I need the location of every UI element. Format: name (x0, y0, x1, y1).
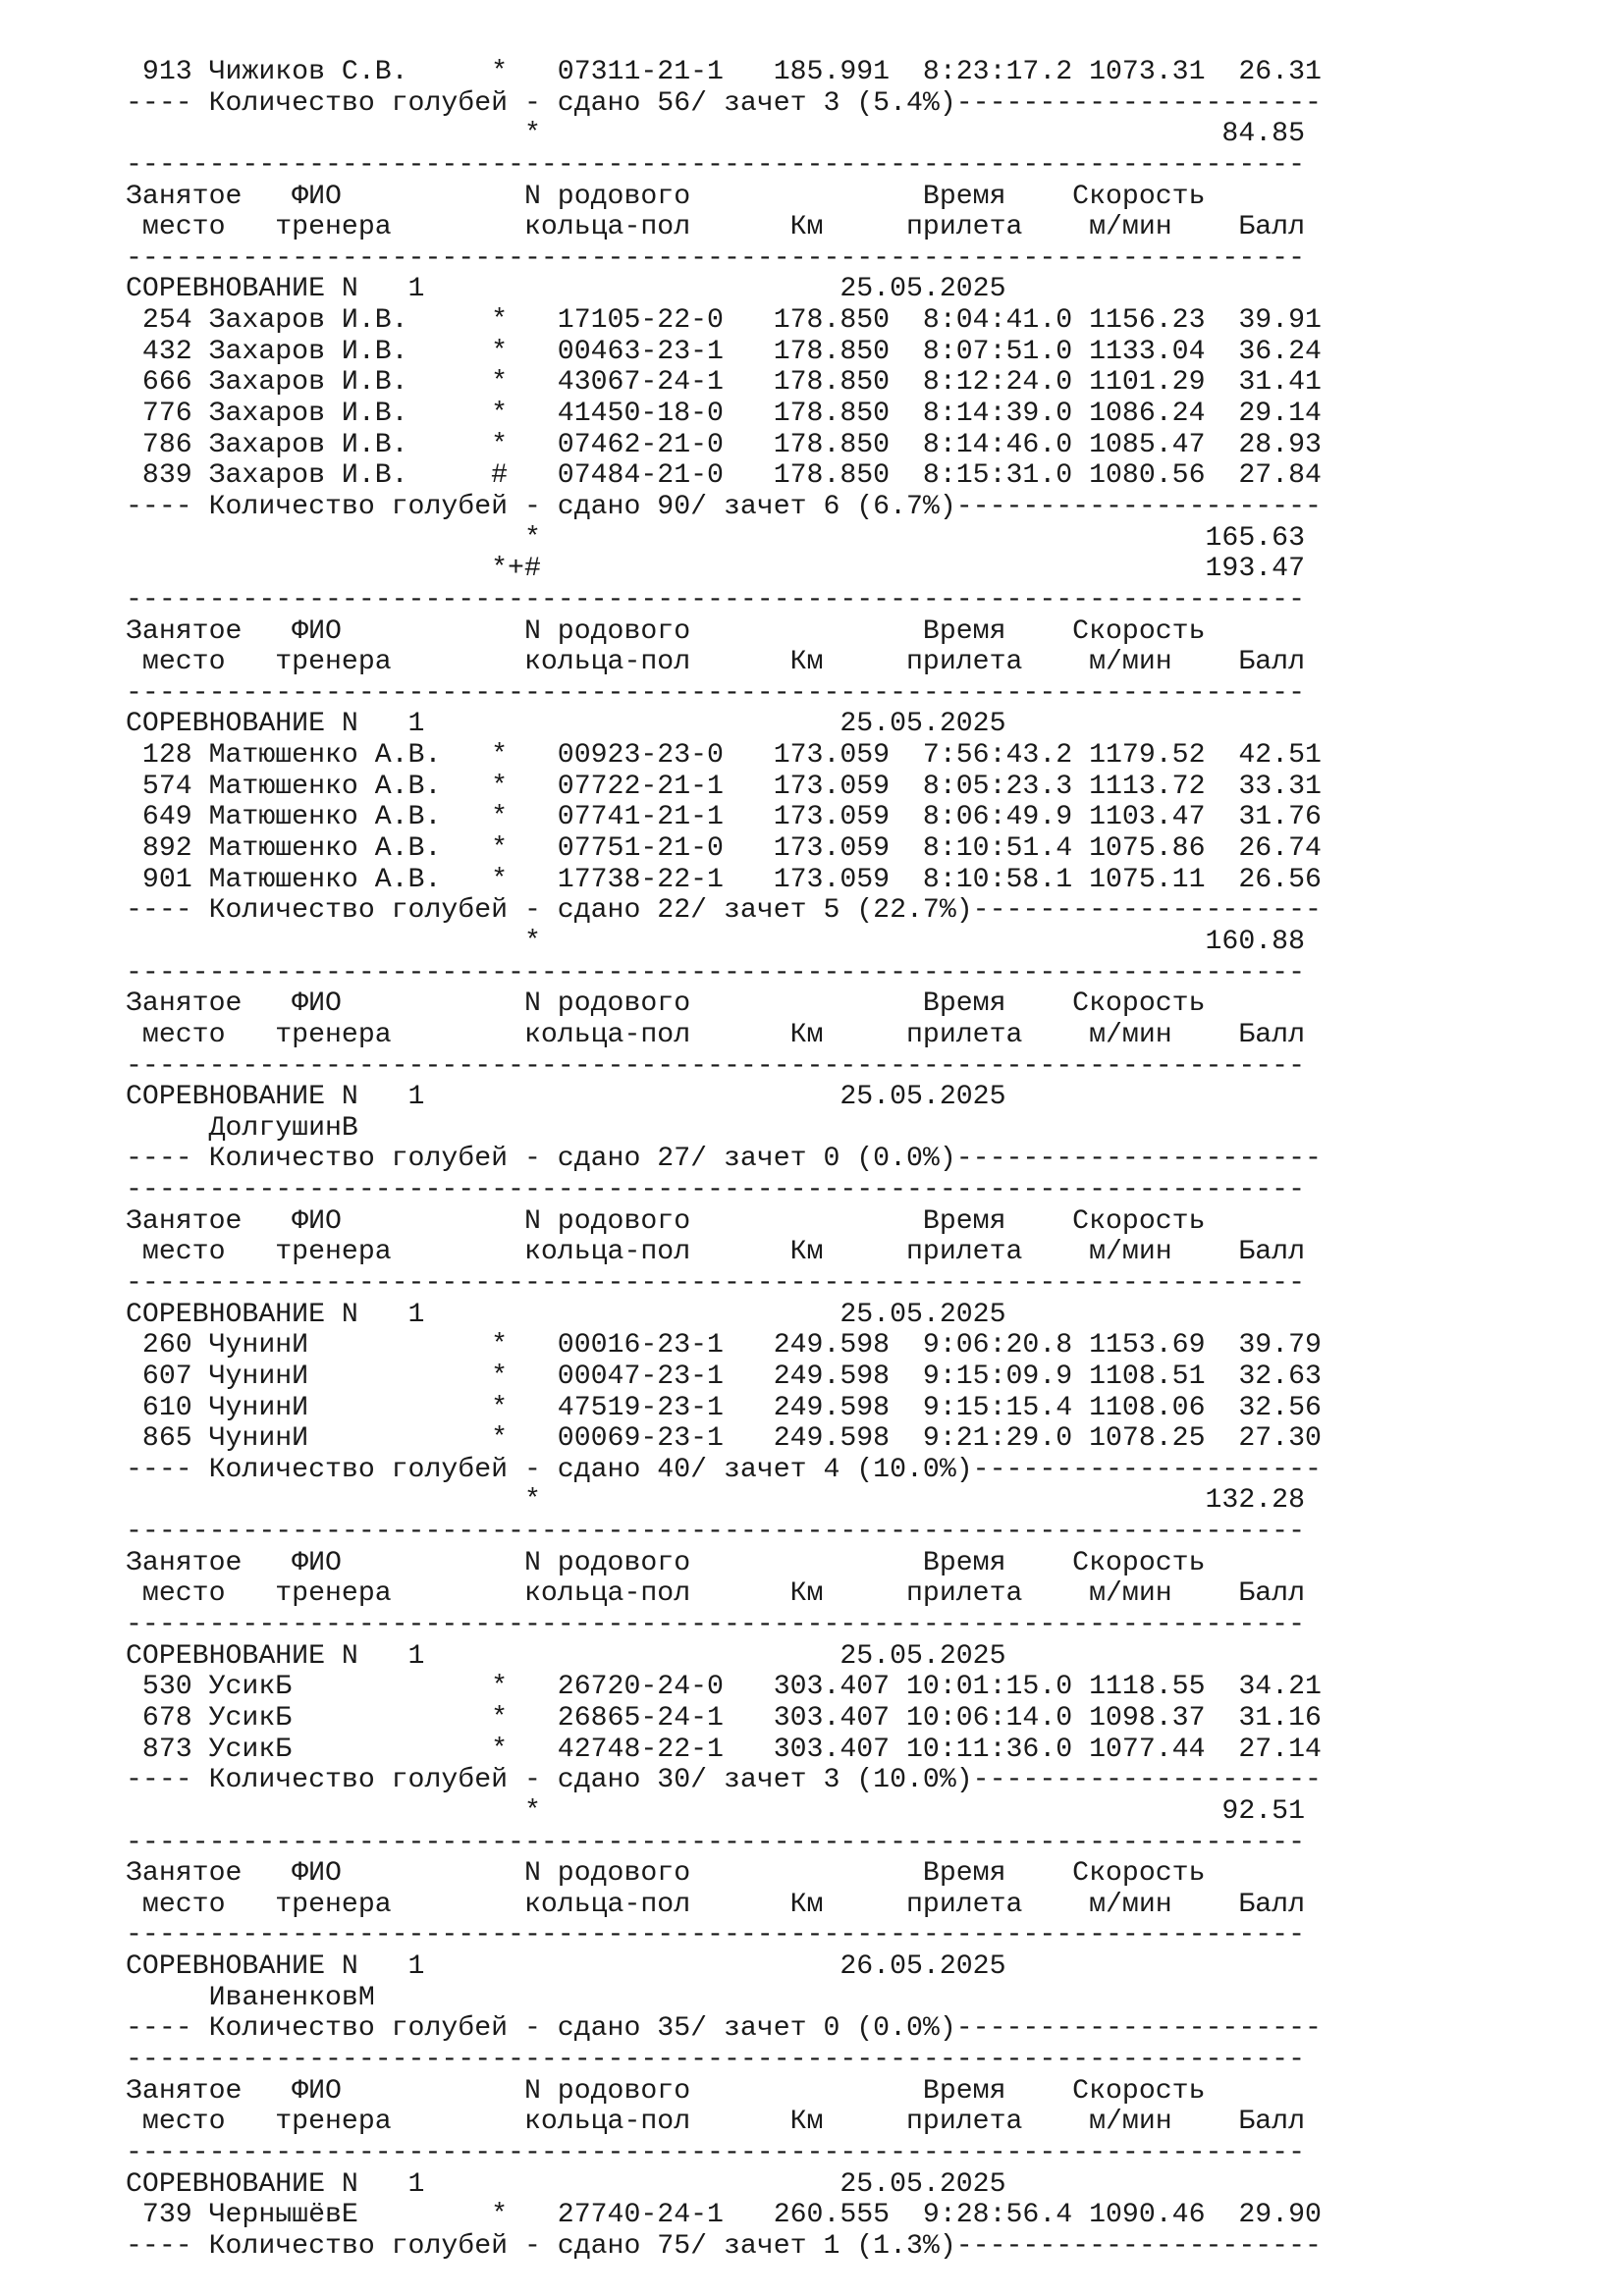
report-line: ----------------------------------------------------------------------- (126, 1267, 1305, 1299)
report-line: ----------------------------------------------------------------------- (126, 677, 1305, 709)
report-line: ---- Количество голубей - сдано 75/ зачет 1 (1.3%)---------------------- (126, 2230, 1322, 2262)
report-line: ----------------------------------------------------------------------- (126, 1175, 1305, 1206)
report-line: 865 ЧунинИ * 00069-23-1 249.598 9:21:29.0 1078.25 27.30 (126, 1423, 1322, 1455)
report-line: место тренера кольца-пол Км прилета м/мин Балл (126, 647, 1305, 678)
report-line: ----------------------------------------------------------------------- (126, 1920, 1305, 1951)
report-line: Занятое ФИО N родового Время Скорость (126, 615, 1206, 647)
report-line: ---- Количество голубей - сдано 30/ зачет 3 (10.0%)--------------------- (126, 1765, 1322, 1796)
report-line: ----------------------------------------------------------------------- (126, 1610, 1305, 1641)
report-line: 432 Захаров И.В. * 00463-23-1 178.850 8:07:51.0 1133.04 36.24 (126, 336, 1322, 367)
report-line: 254 Захаров И.В. * 17105-22-0 178.850 8:04:41.0 1156.23 39.91 (126, 305, 1322, 337)
report-line: *+# 193.47 (126, 554, 1305, 585)
report-line: 786 Захаров И.В. * 07462-21-0 178.850 8:14:46.0 1085.47 28.93 (126, 429, 1322, 460)
report-line: 607 ЧунинИ * 00047-23-1 249.598 9:15:09.9 1108.51 32.63 (126, 1361, 1322, 1392)
report-line: Занятое ФИО N родового Время Скорость (126, 988, 1206, 1020)
report-line: ----------------------------------------------------------------------- (126, 584, 1305, 615)
report-line: Занятое ФИО N родового Время Скорость (126, 2075, 1206, 2107)
report-line: 839 Захаров И.В. # 07484-21-0 178.850 8:15:31.0 1080.56 27.84 (126, 460, 1322, 492)
report-line: СОРЕВНОВАНИЕ N 1 25.05.2025 (126, 1299, 1006, 1330)
report-line: ---- Количество голубей - сдано 22/ зачет 5 (22.7%)--------------------- (126, 895, 1322, 927)
report-line: ----------------------------------------------------------------------- (126, 1517, 1305, 1548)
report-line: 530 УсикБ * 26720-24-0 303.407 10:01:15.0 1118.55 34.21 (126, 1672, 1322, 1703)
race-results-report (126, 57, 1322, 2262)
report-line: ---- Количество голубей - сдано 56/ зачет 3 (5.4%)---------------------- (126, 87, 1322, 119)
report-line: Занятое ФИО N родового Время Скорость (126, 1205, 1206, 1237)
report-line: ---- Количество голубей - сдано 40/ зачет 4 (10.0%)--------------------- (126, 1454, 1322, 1485)
report-line: место тренера кольца-пол Км прилета м/мин Балл (126, 1889, 1305, 1920)
report-line: 776 Захаров И.В. * 41450-18-0 178.850 8:14:39.0 1086.24 29.14 (126, 399, 1322, 430)
report-line: ----------------------------------------------------------------------- (126, 957, 1305, 988)
report-line: ----------------------------------------------------------------------- (126, 149, 1305, 181)
report-line: * 165.63 (126, 522, 1305, 554)
report-line: ----------------------------------------------------------------------- (126, 242, 1305, 274)
report-line: 260 ЧунинИ * 00016-23-1 249.598 9:06:20.8 1153.69 39.79 (126, 1330, 1322, 1362)
report-line: Занятое ФИО N родового Время Скорость (126, 1858, 1206, 1890)
report-line: 873 УсикБ * 42748-22-1 303.407 10:11:36.0 1077.44 27.14 (126, 1734, 1322, 1765)
report-line: 678 УсикБ * 26865-24-1 303.407 10:06:14.0 1098.37 31.16 (126, 1702, 1322, 1734)
report-line: СОРЕВНОВАНИЕ N 1 26.05.2025 (126, 1951, 1006, 1983)
report-line: 739 ЧернышёвЕ * 27740-24-1 260.555 9:28:56.4 1090.46 29.90 (126, 2200, 1322, 2231)
report-line: ----------------------------------------------------------------------- (126, 1827, 1305, 1858)
report-line: 610 ЧунинИ * 47519-23-1 249.598 9:15:15.4 1108.06 32.56 (126, 1392, 1322, 1423)
report-line: 901 Матюшенко А.В. * 17738-22-1 173.059 8:10:58.1 1075.11 26.56 (126, 864, 1322, 895)
report-line: СОРЕВНОВАНИЕ N 1 25.05.2025 (126, 709, 1006, 740)
report-line: место тренера кольца-пол Км прилета м/мин Балл (126, 1578, 1305, 1610)
report-line: место тренера кольца-пол Км прилета м/мин Балл (126, 212, 1305, 243)
report-line: СОРЕВНОВАНИЕ N 1 25.05.2025 (126, 1082, 1006, 1113)
report-line: ---- Количество голубей - сдано 90/ зачет 6 (6.7%)---------------------- (126, 491, 1322, 522)
report-line: СОРЕВНОВАНИЕ N 1 25.05.2025 (126, 2168, 1006, 2200)
report-line: 666 Захаров И.В. * 43067-24-1 178.850 8:12:24.0 1101.29 31.41 (126, 367, 1322, 399)
report-line: место тренера кольца-пол Км прилета м/мин Балл (126, 1019, 1305, 1050)
report-line: ДолгушинВ (126, 1112, 358, 1144)
report-line: 913 Чижиков С.В. * 07311-21-1 185.991 8:23:17.2 1073.31 26.31 (126, 57, 1322, 87)
report-line: СОРЕВНОВАНИЕ N 1 25.05.2025 (126, 274, 1006, 305)
report-line: ---- Количество голубей - сдано 27/ зачет 0 (0.0%)---------------------- (126, 1144, 1322, 1175)
report-line: 128 Матюшенко А.В. * 00923-23-0 173.059 7:56:43.2 1179.52 42.51 (126, 740, 1322, 772)
report-line: СОРЕВНОВАНИЕ N 1 25.05.2025 (126, 1640, 1006, 1672)
report-line: место тренера кольца-пол Км прилета м/мин Балл (126, 2107, 1305, 2138)
report-line: 574 Матюшенко А.В. * 07722-21-1 173.059 8:05:23.3 1113.72 33.31 (126, 771, 1322, 802)
report-line: место тренера кольца-пол Км прилета м/мин Балл (126, 1237, 1305, 1268)
report-line: Занятое ФИО N родового Время Скорость (126, 1547, 1206, 1578)
report-line: ----------------------------------------------------------------------- (126, 1050, 1305, 1082)
report-line: Занятое ФИО N родового Время Скорость (126, 181, 1206, 212)
report-line: * 160.88 (126, 926, 1305, 957)
report-line: * 132.28 (126, 1485, 1305, 1517)
report-line: * 92.51 (126, 1795, 1305, 1827)
report-line: * 84.85 (126, 119, 1305, 150)
report-line: ИваненковМ (126, 1982, 375, 2013)
report-line: 649 Матюшенко А.В. * 07741-21-1 173.059 8:06:49.9 1103.47 31.76 (126, 802, 1322, 833)
report-line: ----------------------------------------------------------------------- (126, 2045, 1305, 2075)
report-line: 892 Матюшенко А.В. * 07751-21-0 173.059 8:10:51.4 1075.86 26.74 (126, 833, 1322, 865)
report-line: ----------------------------------------------------------------------- (126, 2137, 1305, 2168)
report-line: ---- Количество голубей - сдано 35/ зачет 0 (0.0%)---------------------- (126, 2013, 1322, 2045)
